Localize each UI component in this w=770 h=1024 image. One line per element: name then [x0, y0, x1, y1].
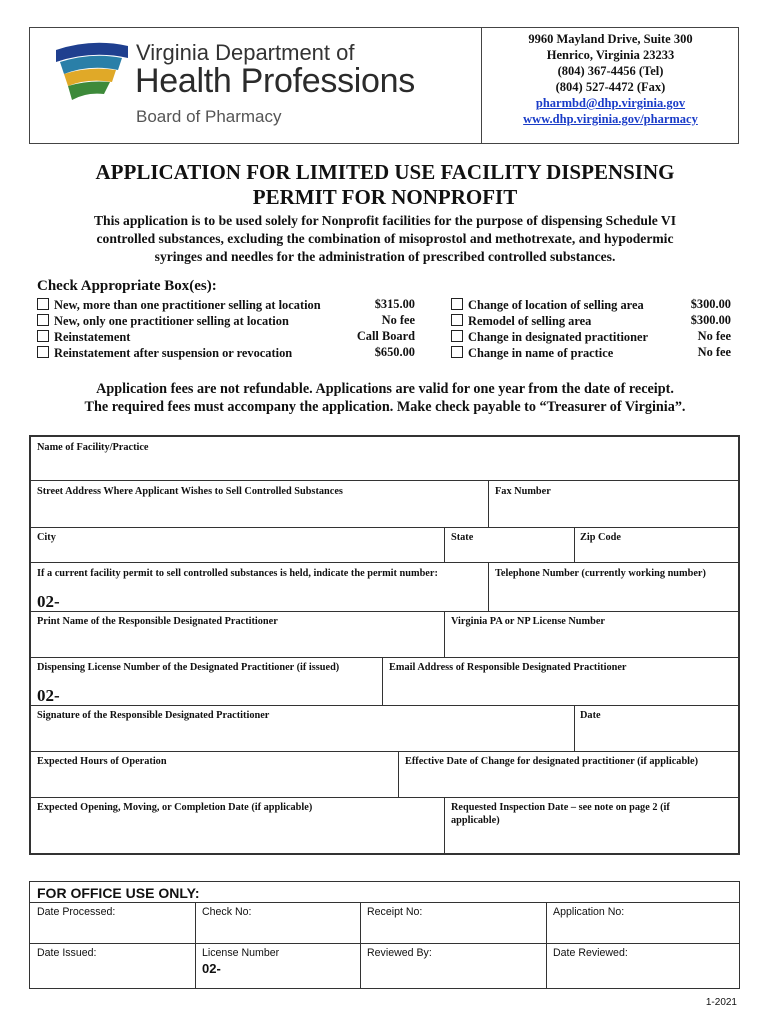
- dhp-logo-icon: [52, 40, 132, 106]
- checkbox[interactable]: [451, 346, 463, 358]
- application-form: [29, 435, 740, 855]
- label-date: Date: [580, 710, 601, 721]
- label-state: State: [451, 532, 474, 543]
- label-opening-date: Expected Opening, Moving, or Completion Date (if applicable): [37, 802, 313, 813]
- label-signature: Signature of the Responsible Designated Practitioner: [37, 710, 270, 721]
- option-reinstatement-suspension[interactable]: Reinstatement after suspension or revocation: [37, 345, 292, 361]
- website-link[interactable]: www.dhp.virginia.gov/pharmacy: [523, 112, 698, 126]
- notice-line2: The required fees must accompany the application. Make check payable to “Treasurer of Virginia”.: [84, 399, 686, 415]
- board-address: [482, 31, 739, 127]
- fee-change-practitioner: No fee: [697, 329, 731, 343]
- intro-line1: This application is to be used solely for Nonprofit facilities for the purpose of dispensing Schedule VI: [93, 213, 677, 228]
- label-zip: Zip Code: [580, 532, 621, 543]
- option-change-name[interactable]: Change in name of practice: [451, 345, 613, 361]
- label-effective-date: Effective Date of Change for designated practitioner (if applicable): [405, 756, 699, 767]
- label-facility-name: Name of Facility/Practice: [37, 442, 149, 453]
- permit-prefix: 02-: [37, 592, 60, 611]
- option-reinstatement[interactable]: Reinstatement: [37, 329, 130, 345]
- label-reviewed-by: Reviewed By:: [367, 947, 432, 959]
- checkbox[interactable]: [37, 330, 49, 342]
- label-inspection-date: Requested Inspection Date – see note on page 2 (if applicable): [451, 802, 670, 826]
- checkbox[interactable]: [37, 298, 49, 310]
- label-email: Email Address of Responsible Designated Practitioner: [389, 662, 627, 673]
- address-city: Henrico, Virginia 23233: [546, 48, 675, 62]
- option-remodel[interactable]: Remodel of selling area: [451, 313, 591, 329]
- fee-reinstatement: Call Board: [356, 329, 415, 343]
- label-receipt-no: Receipt No:: [367, 906, 423, 918]
- office-license-prefix: 02-: [202, 961, 221, 976]
- option-new-single[interactable]: New, only one practitioner selling at location: [37, 313, 289, 329]
- label-dispensing-license: Dispensing License Number of the Designated Practitioner (if issued): [37, 662, 340, 673]
- agency-line2: Health Professions: [135, 62, 415, 100]
- address-street: 9960 Mayland Drive, Suite 300: [528, 32, 693, 46]
- checkbox[interactable]: [37, 346, 49, 358]
- label-practitioner-name: Print Name of the Responsible Designated Practitioner: [37, 616, 278, 627]
- label-date-reviewed: Date Reviewed:: [553, 947, 628, 959]
- office-use-title: FOR OFFICE USE ONLY:: [37, 885, 200, 901]
- fee-remodel: $300.00: [690, 313, 731, 327]
- checkbox[interactable]: [451, 314, 463, 326]
- checkbox[interactable]: [37, 314, 49, 326]
- label-hours: Expected Hours of Operation: [37, 756, 167, 767]
- check-boxes-heading: Check Appropriate Box(es):: [37, 278, 217, 294]
- label-fax-number: Fax Number: [495, 486, 551, 497]
- fee-reinstatement-suspension: $650.00: [374, 345, 415, 359]
- address-fax: (804) 527-4472 (Fax): [555, 80, 666, 94]
- notice-line1: Application fees are not refundable. Applications are valid for one year from the date of receipt.: [96, 381, 674, 397]
- intro-text: [40, 212, 730, 266]
- agency-line3: Board of Pharmacy: [136, 107, 282, 126]
- label-pa-np-license: Virginia PA or NP License Number: [451, 616, 605, 627]
- label-date-issued: Date Issued:: [37, 947, 97, 959]
- fee-change-location: $300.00: [690, 297, 731, 311]
- license-prefix: 02-: [37, 686, 60, 705]
- label-check-no: Check No:: [202, 906, 252, 918]
- option-change-practitioner[interactable]: Change in designated practitioner: [451, 329, 648, 345]
- label-telephone: Telephone Number (currently working number): [495, 568, 706, 579]
- office-use-section: [29, 881, 740, 989]
- label-current-permit: If a current facility permit to sell controlled substances is held, indicate the permit number:: [37, 568, 438, 579]
- address-tel: (804) 367-4456 (Tel): [557, 64, 664, 78]
- form-version: 1-2021: [705, 997, 737, 1008]
- checkbox[interactable]: [451, 330, 463, 342]
- checkbox[interactable]: [451, 298, 463, 310]
- option-new-multi[interactable]: New, more than one practitioner selling at location: [37, 297, 321, 313]
- label-date-processed: Date Processed:: [37, 906, 116, 918]
- form-title-line1: APPLICATION FOR LIMITED USE FACILITY DISPENSING: [95, 160, 675, 184]
- fee-new-single: No fee: [381, 313, 415, 327]
- label-license-number: License Number: [202, 947, 280, 959]
- fee-change-name: No fee: [697, 345, 731, 359]
- option-change-location[interactable]: Change of location of selling area: [451, 297, 644, 313]
- email-link[interactable]: pharmbd@dhp.virginia.gov: [535, 96, 686, 110]
- agency-line1: Virginia Department of: [136, 40, 355, 65]
- form-title-line2: PERMIT FOR NONPROFIT: [252, 185, 518, 209]
- intro-line3: syringes and needles for the administration of prescribed controlled substances.: [154, 249, 616, 264]
- label-application-no: Application No:: [553, 906, 625, 918]
- label-city: City: [37, 532, 56, 543]
- intro-line2: controlled substances, excluding the combination of misoprostol and methotrexate, and hypodermic: [96, 231, 674, 246]
- fee-new-multi: $315.00: [374, 297, 415, 311]
- label-street-address: Street Address Where Applicant Wishes to Sell Controlled Substances: [37, 486, 343, 497]
